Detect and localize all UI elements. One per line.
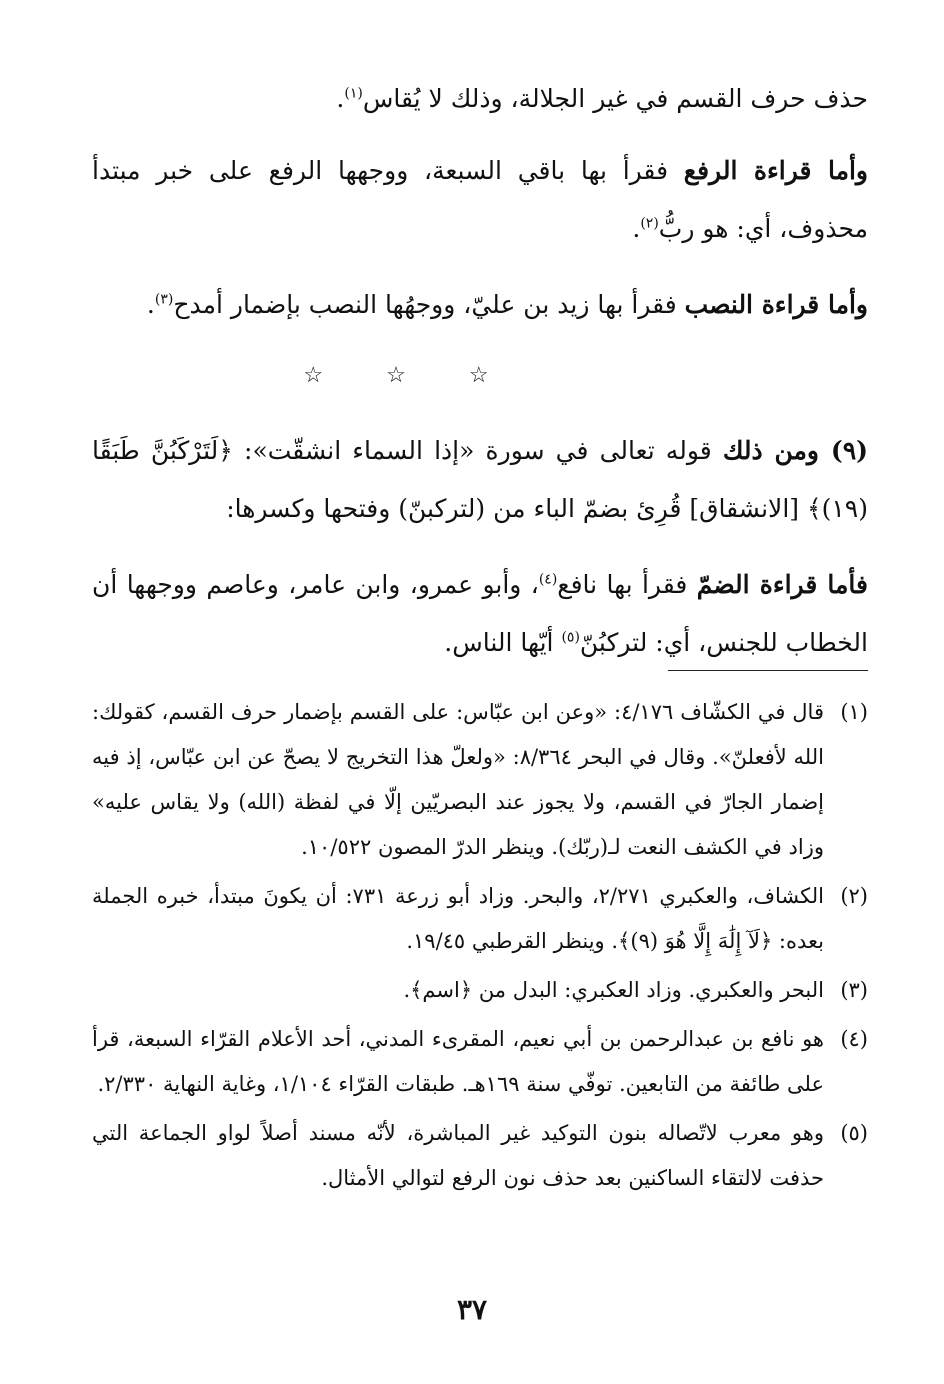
footnote-2 xyxy=(92,874,868,964)
paragraph-3-end: . xyxy=(146,290,155,319)
footnote-ref-4: (٤) xyxy=(538,571,558,588)
footnote-5 xyxy=(92,1111,868,1201)
paragraph-3 xyxy=(92,276,868,334)
footnote-number: (١) xyxy=(840,700,868,724)
paragraph-1 xyxy=(92,70,868,128)
paragraph-4 xyxy=(92,422,868,538)
footnote-number: (٤) xyxy=(840,1027,868,1051)
footnote-text: وهو معرب لاتّصاله بنون التوكيد غير المباشرة، لأنّه مسند أصلاً لواو الجماعة التي حذفت لالتقاء الساكنين بعد حذف نون الرفع لتوالي الأمثال. xyxy=(92,1121,824,1190)
page-body xyxy=(92,70,869,1190)
footnote-text: قال في الكشّاف ٤/١٧٦: «وعن ابن عبّاس: على القسم بإضمار حرف القسم، كقولك: الله لأفعلنّ». وقال في البحر ٨/٣٦٤: «ولعلّ هذا التخريج لا يصحّ عن ابن عبّاس، إذ فيه إضمار الجارّ في القسم، ولا يجوز عند البصريّين إلّا في لفظة (الله) ولا يقاس عليه» وزاد في الكشف النعت لـ(ربّك). وينظر الدرّ المصون ١٠/٥٢٢. xyxy=(92,700,824,859)
footnote-text: هو نافع بن عبدالرحمن بن أبي نعيم، المقرىء المدني، أحد الأعلام القرّاء السبعة، قرأ على طائفة من التابعين. توفّي سنة ١٦٩هـ. طبقات القرّاء ١/١٠٤، وغاية النهاية ٢/٣٣٠. xyxy=(92,1027,824,1096)
footnote-ref-2: (٢) xyxy=(640,215,659,232)
paragraph-5-text-2: ، وأبو عمرو، وابن عامر، وعاصم ووجهها أن الخطاب للجنس، أي: لتركبُنّ xyxy=(92,570,868,657)
paragraph-2 xyxy=(92,142,868,258)
paragraph-5-text: فقرأ بها نافع xyxy=(557,570,697,599)
paragraph-1-text: حذف حرف القسم في غير الجلالة، وذلك لا يُقاس xyxy=(362,84,868,113)
footnote-ref-5: (٥) xyxy=(561,629,580,646)
paragraph-2-keyword: وأما قراءة الرفع xyxy=(683,156,869,185)
footnote-ref-1: (١) xyxy=(344,85,363,102)
paragraph-5-text-3: أيّها الناس. xyxy=(444,628,562,657)
footnote-divider xyxy=(668,670,868,671)
paragraph-2-text: فقرأ بها باقي السبعة، ووجهها الرفع على خبر مبتدأ محذوف، أي: هو ربُّ xyxy=(92,156,868,243)
paragraph-5-keyword: فأما قراءة الضمّ xyxy=(696,570,869,599)
footnote-text: البحر والعكبري. وزاد العكبري: البدل من ﴿اسم﴾. xyxy=(403,978,824,1002)
paragraph-3-text: فقرأ بها زيد بن عليّ، ووجهُها النصب بإضمار أمدح xyxy=(173,290,685,319)
main-text xyxy=(92,70,868,672)
footnotes xyxy=(92,690,868,1205)
paragraph-5 xyxy=(92,556,868,672)
paragraph-3-keyword: وأما قراءة النصب xyxy=(684,290,868,319)
footnote-4 xyxy=(92,1017,868,1107)
footnote-number: (٥) xyxy=(840,1121,868,1145)
paragraph-1-end: . xyxy=(336,84,345,113)
paragraph-4-keyword: (٩) ومن ذلك xyxy=(722,436,868,465)
footnote-ref-3: (٣) xyxy=(154,291,174,308)
footnote-1 xyxy=(92,690,868,870)
paragraph-4-text: قوله تعالى في سورة «إذا السماء انشقّت»: ﴿لَتَرْكَبُنَّ طَبَقًا (١٩)﴾ [الانشقاق] قُرِئ بضمّ الباء من (لتركبنّ) وفتحها وكسرها: xyxy=(92,436,868,523)
footnote-text: الكشاف، والعكبري ٢/٢٧١، والبحر. وزاد أبو زرعة ٧٣١: أن يكونَ مبتدأ، خبره الجملة بعده: ﴿لَآ إِلَٰهَ إِلَّا هُوَ (٩)﴾. وينظر القرطبي ١٩/٤٥. xyxy=(92,884,824,953)
paragraph-2-end: . xyxy=(632,214,641,243)
footnote-number: (٣) xyxy=(840,978,868,1002)
page-number: ٣٧ xyxy=(456,1293,488,1326)
section-separator: ☆ ☆ ☆ xyxy=(303,363,517,388)
footnote-number: (٢) xyxy=(840,884,868,908)
footnote-3 xyxy=(92,968,868,1013)
